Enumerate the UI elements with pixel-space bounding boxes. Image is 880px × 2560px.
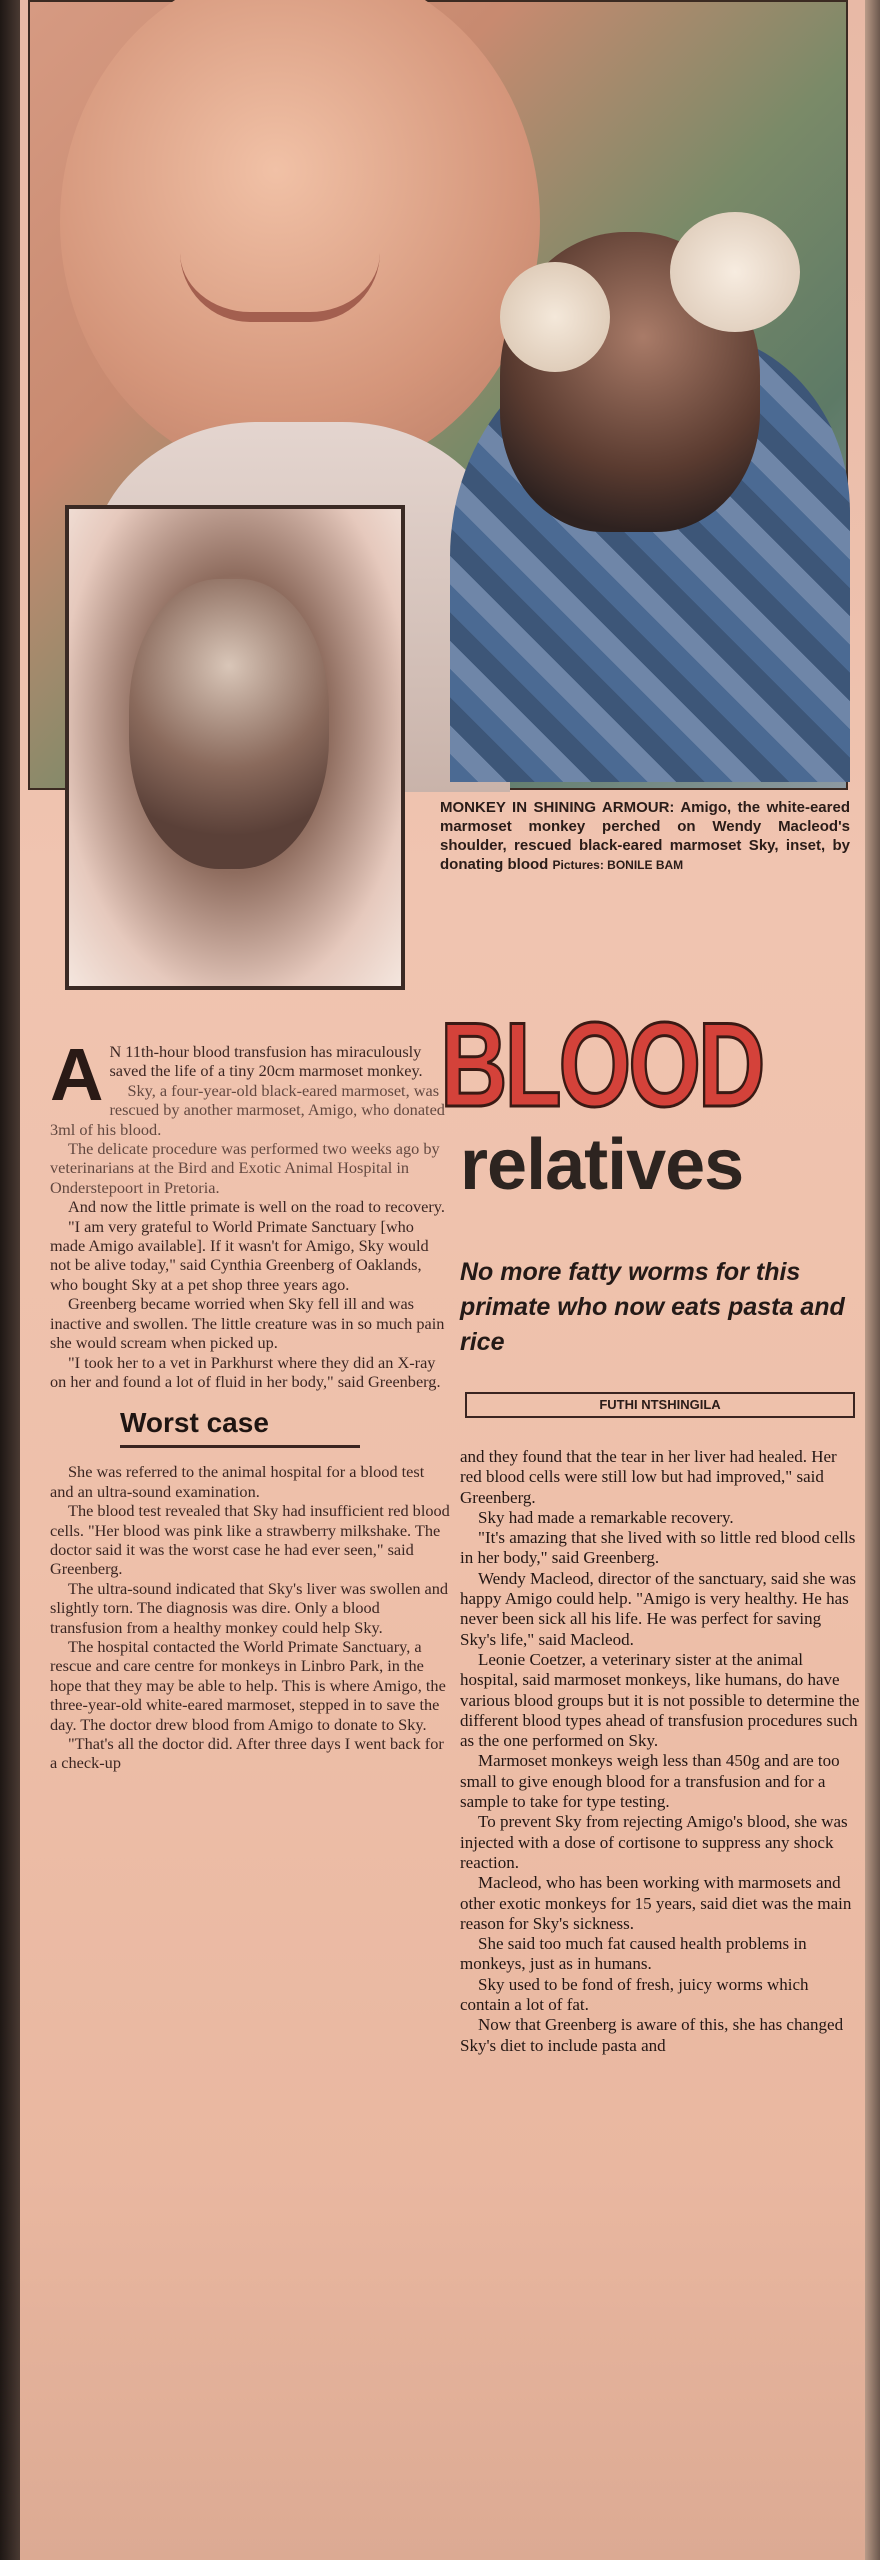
background-edge-left [0,0,20,2560]
article-paragraph: "That's all the doctor did. After three days I went back for a check-up [50,1734,444,1773]
article-paragraph: Greenberg became worried when Sky fell ill and was inactive and swollen. The little creature was in so much pain she would scream when picked up. [50,1294,445,1353]
byline: FUTHI NTSHINGILA [465,1392,855,1418]
article-paragraph: "It's amazing that she lived with so little red blood cells in her body," said Greenberg. [460,1528,856,1568]
background-edge-right [865,0,880,2560]
article-paragraph: Sky had made a remarkable recovery. [478,1507,734,1527]
article-paragraph: "I am very grateful to World Primate Sanctuary [who made Amigo available]. If it wasn't for Amigo, Sky would not be alive today," said Cynthia Greenberg of Oaklands, who bought Sky at a pet shop three years ago. [50,1216,429,1294]
article-paragraph: Now that Greenberg is aware of this, she has changed Sky's diet to include pasta and [460,2015,844,2055]
article-paragraph: Wendy Macleod, director of the sanctuary, said she was happy Amigo could help. "Amigo is very healthy. He has never been sick all his life. He was perfect for saving Sky's life," said Macleod. [460,1568,857,1649]
article-paragraph: Macleod, who has been working with marmosets and other exotic monkeys for 15 years, said diet was the main reason for Sky's sickness. [460,1873,852,1933]
article-paragraph: "I took her to a vet in Parkhurst where they did an X-ray on her and found a lot of fluid in her body," said Greenberg. [50,1352,441,1391]
article-paragraph: Marmoset monkeys weigh less than 450g and are too small to give enough blood for a transfusion and for a sample to take for type testing. [460,1751,840,1812]
article-paragraph: To prevent Sky from rejecting Amigo's blood, she was injected with a dose of cortisone to suppress any shock reaction. [460,1812,848,1872]
photo-caption [440,798,850,875]
section-rule [120,1445,360,1448]
article-paragraph: and they found that the tear in her liver had healed. Her red blood cells were still low but had improved," said Greenberg. [460,1447,837,1507]
article-paragraph: A N 11th-hour blood transfusion has miraculously saved the life of a tiny 20cm marmoset monkey. [50,1033,423,1116]
article-paragraph: And now the little primate is well on the road to recovery. [68,1197,445,1217]
caption-text: Amigo, the white-eared marmoset monkey perched on Wendy Macleod's shoulder, rescued black-eared marmoset Sky, inset, by donating blood [440,799,850,873]
article-paragraph: She said too much fat caused health problems in monkeys, just as in humans. [460,1934,807,1974]
article-paragraph: Leonie Coetzer, a veterinary sister at the animal hospital, said marmoset monkeys, like humans, do have various blood groups but it is not possible to determine the different blood types ahead of transfusion procedures such as the one performed on Sky. [460,1649,860,1751]
article-paragraph: She was referred to the animal hospital for a blood test and an ultra-sound examination. [50,1462,425,1501]
article-paragraph: The delicate procedure was performed two weeks ago by veterinarians at the Bird and Exotic Animal Hospital in Onderstepoort in Pretoria. [50,1139,440,1197]
article-paragraph: The ultra-sound indicated that Sky's liver was swollen and slightly torn. The diagnosis was dire. Only a blood transfusion from a healthy monkey could help Sky. [50,1578,449,1637]
caption-lead: MONKEY IN SHINING ARMOUR: [440,799,675,816]
drop-cap: A [50,1033,104,1116]
man-face-illustration [60,0,540,482]
section-subhead: Worst case [120,1407,269,1439]
article-column-right [460,1447,860,2056]
newspaper-clipping [20,0,865,2560]
caption-credit: Pictures: BONILE BAM [552,858,684,872]
inset-photo [65,505,405,990]
article-column-left [50,1033,450,1773]
ear-tuft-right [670,212,800,332]
sky-marmoset-illustration [129,579,329,869]
subheadline: No more fatty worms for this primate who now eats pasta and rice [460,1258,845,1356]
ear-tuft-left [500,262,610,372]
article-paragraph: The hospital contacted the World Primate Sanctuary, a rescue and care centre for monkeys in Linbro Park, in the hope that they may be able to help. This is where Amigo, the three-year-old white-eared marmoset, stepped in to save the day. The doctor drew blood from Amigo to donate to Sky. [50,1636,446,1734]
headline-relatives: relatives [460,1125,744,1205]
article-paragraph: Sky used to be fond of fresh, juicy worms which contain a lot of fat. [460,1974,809,2015]
headline-blood: BLOOD [440,998,763,1132]
article-paragraph: Sky, a four-year-old black-eared marmoset, was rescued by another marmoset, Amigo, who donated 3ml of his blood. [50,1080,445,1139]
article-paragraph: The blood test revealed that Sky had insufficient red blood cells. "Her blood was pink like a strawberry milkshake. The doctor said it was the worst case he had ever seen," said Greenberg. [50,1501,450,1579]
